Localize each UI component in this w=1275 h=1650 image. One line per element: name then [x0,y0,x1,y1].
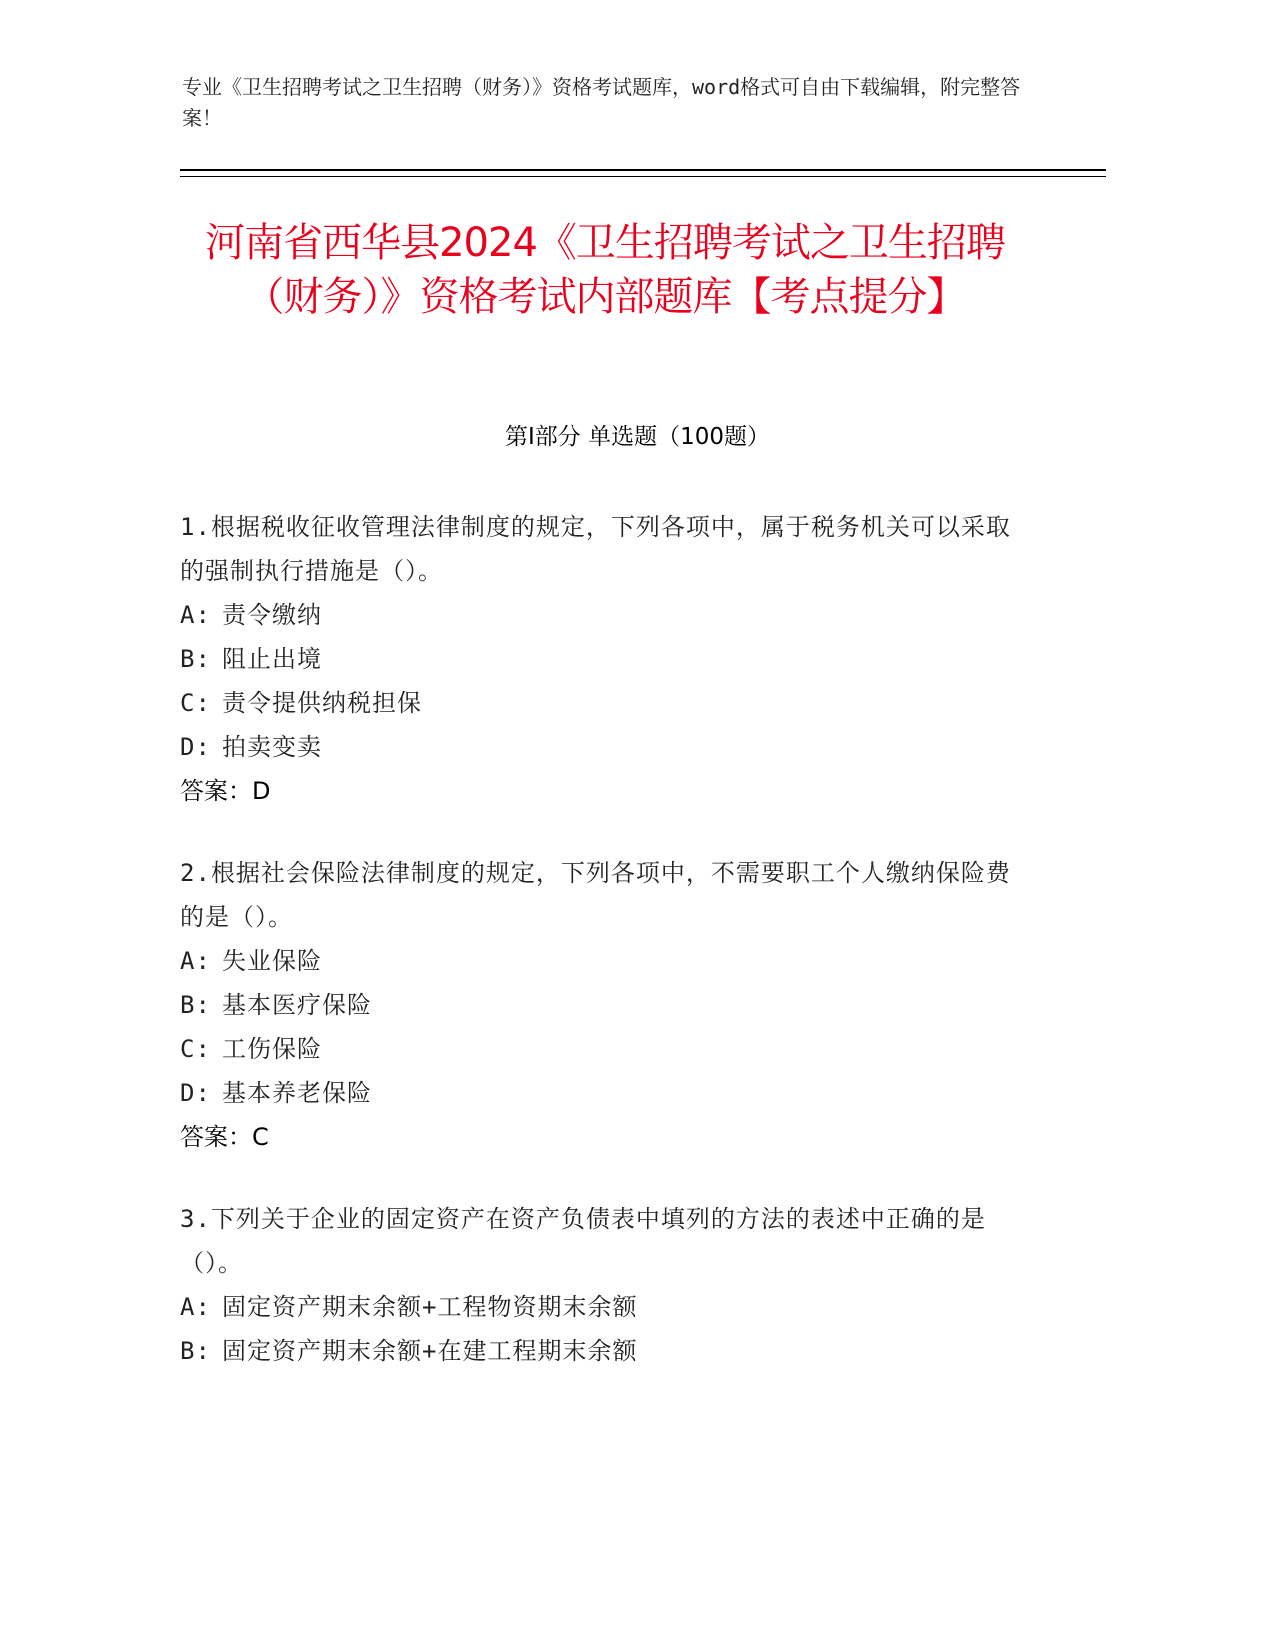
option-letter: D: [180,733,211,761]
question-stem: 2.根据社会保险法律制度的规定，下列各项中，不需要职工个人缴纳保险费的是（）。 [180,859,1011,931]
header-note: 专业《卫生招聘考试之卫生招聘（财务）》资格考试题库，word格式可自由下载编辑，附完整答案！ [182,75,1021,130]
option-text: 固定资产期末余额+工程物资期末余额 [222,1293,638,1321]
option-letter: B: [180,645,211,673]
option-text: 拍卖变卖 [222,733,322,761]
option-d [180,1071,1020,1115]
question-stem: 1.根据税收征收管理法律制度的规定，下列各项中，属于税务机关可以采取的强制执行措施是（）。 [180,513,1011,585]
option-letter: A: [180,601,211,629]
option-c [180,1027,1020,1071]
answer-line: 答案：D [180,777,271,805]
option-text: 阻止出境 [222,645,322,673]
question-1 [180,505,1020,813]
option-text: 失业保险 [222,947,322,975]
option-letter: C: [180,1035,211,1063]
option-letter: D: [180,1079,211,1107]
option-b [180,1329,1020,1373]
question-list [180,505,1020,1411]
option-a [180,939,1020,983]
question-3 [180,1197,1020,1373]
option-text: 固定资产期末余额+在建工程期末余额 [222,1337,638,1365]
option-text: 工伤保险 [222,1035,322,1063]
header-divider-thin [180,176,1106,177]
option-letter: A: [180,1293,211,1321]
option-d [180,725,1020,769]
answer-line: 答案：C [180,1123,269,1151]
option-letter: C: [180,689,211,717]
option-letter: B: [180,1337,211,1365]
question-2 [180,851,1020,1159]
option-text: 责令缴纳 [222,601,322,629]
question-stem: 3.下列关于企业的固定资产在资产负债表中填列的方法的表述中正确的是（）。 [180,1205,986,1277]
option-a [180,593,1020,637]
header-divider-thick [180,169,1106,171]
option-b [180,637,1020,681]
option-text: 责令提供纳税担保 [222,689,422,717]
option-letter: B: [180,991,211,1019]
option-text: 基本医疗保险 [222,991,372,1019]
option-c [180,681,1020,725]
option-letter: A: [180,947,211,975]
document-title: 河南省西华县2024《卫生招聘考试之卫生招聘（财务）》资格考试内部题库【考点提分】 [205,220,1005,320]
section-title: 第I部分 单选题（100题） [505,424,770,450]
option-text: 基本养老保险 [222,1079,372,1107]
option-b [180,983,1020,1027]
option-a [180,1285,1020,1329]
